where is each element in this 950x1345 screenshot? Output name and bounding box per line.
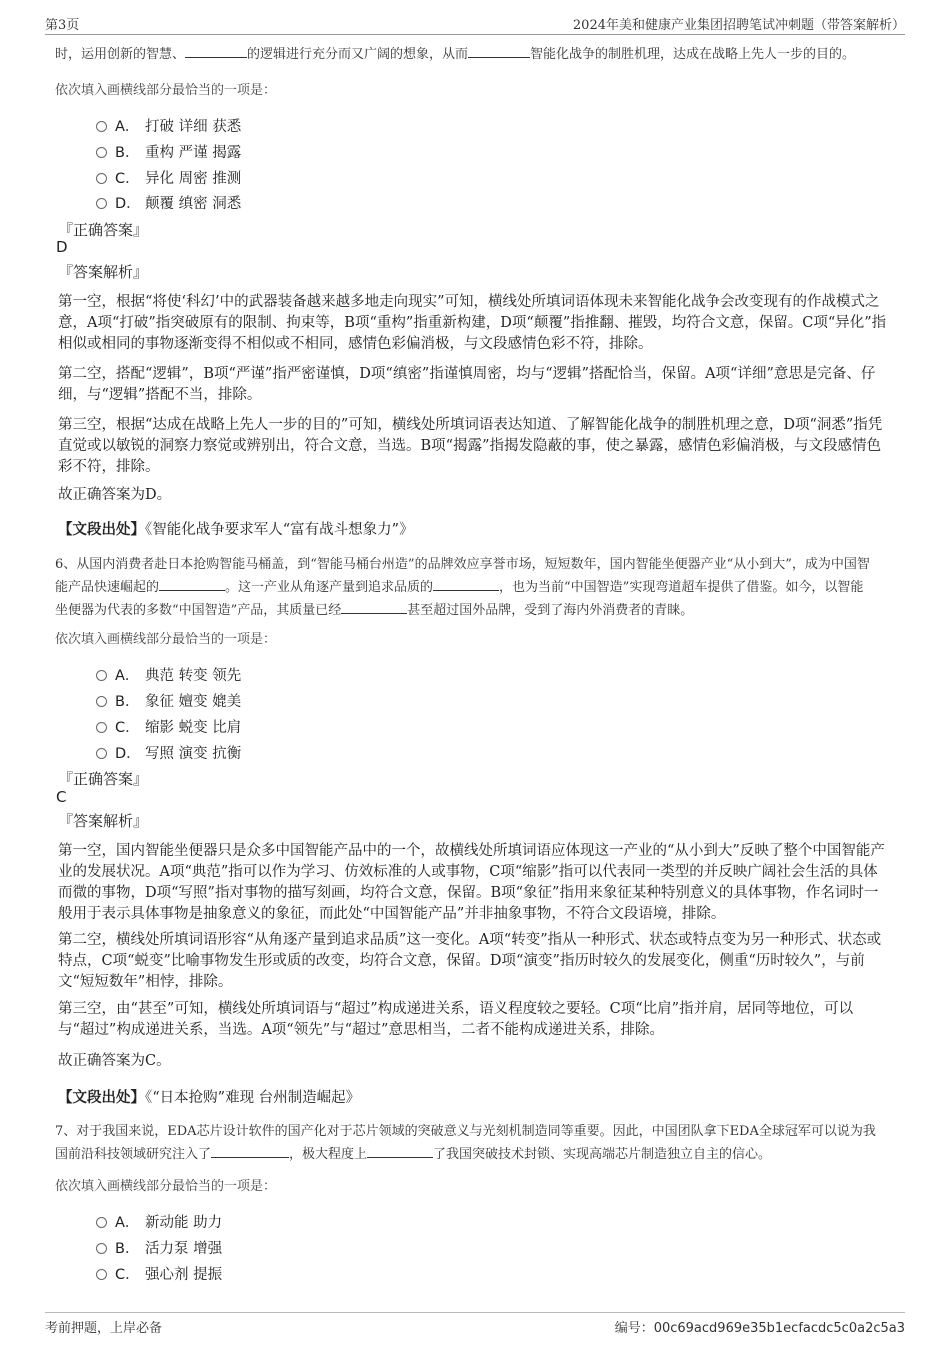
q6-stem: 6、从国内消费者赴日本抢购智能马桶盖，到“智能马桶台州造”的品牌效应享誉市场，短短数年，国内智能坐便器产业“从小到大”，成为中国智 能产品快速崛起的 。这一产业从角逐产量到追求品质的 ，也为当前“中国智造”实现弯道超车提供了借鉴。如今，以智能 坐便器为代表的多数“中国智造”产品，其质量已经 甚至超过国外品牌，受到了海内外消费者的青睐。 bbox=[55, 557, 870, 618]
blank-line bbox=[185, 43, 247, 58]
q6-conclusion: 故正确答案为C。 bbox=[58, 1053, 171, 1069]
footer-slogan: 考前押题，上岸必备 bbox=[45, 1321, 163, 1336]
q6-option-a[interactable]: A． 典范 转变 领先 bbox=[96, 664, 241, 686]
radio-icon[interactable] bbox=[96, 748, 107, 759]
document-code: 编号：00c69acd969e35b1ecfacdc5c0a2c5a3 bbox=[614, 1321, 905, 1336]
q6-analysis-p2: 第二空，横线处所填词语形容“从角逐产量到追求品质”这一变化。A项“转变”指从一种形式、状态或特点变为另一种形式、状态或特点，C项“蜕变”比喻事物发生形或质的改变，均符合文意，保留。D项“演变”指历时较久的发展变化，侧重“历时较久”，与前文“短短数年”相悖，排除。 bbox=[58, 932, 882, 990]
q6-option-d[interactable]: D． 写照 演变 抗衡 bbox=[96, 742, 241, 764]
q5-option-d[interactable]: D． 颠覆 缜密 洞悉 bbox=[96, 192, 241, 214]
radio-icon[interactable] bbox=[96, 147, 107, 158]
q6-answer-label: 『正确答案』 bbox=[58, 770, 149, 788]
q5-analysis-p3: 第三空，根据“达成在战略上先人一步的目的”可知，横线处所填词语表达知道、了解智能化战争的制胜机理之意，D项“洞悉”指凭直觉或以敏锐的洞察力察觉或辨别出，符合文意，当选。B项“揭露”指揭发隐蔽的事，使之暴露，感情色彩偏消极，与文段感情色彩不符，排除。 bbox=[58, 417, 883, 475]
page-number: 第3页 bbox=[45, 18, 80, 33]
q7-option-b[interactable]: B． 活力泵 增强 bbox=[96, 1237, 222, 1259]
radio-icon[interactable] bbox=[96, 670, 107, 681]
q6-option-c[interactable]: C． 缩影 蜕变 比肩 bbox=[96, 716, 241, 738]
radio-icon[interactable] bbox=[96, 696, 107, 707]
q7-option-c[interactable]: C． 强心剂 提振 bbox=[96, 1263, 222, 1285]
q5-analysis-p1: 第一空，根据“将使‘科幻’中的武器装备越来越多地走向现实”可知，横线处所填词语体现未来智能化战争会改变现有的作战模式之意，A项“打破”指突破原有的限制、拘束等，B项“重构”指重新构建，D项“颠覆”指推翻、摧毁，均符合文意，保留。C项“异化”指相似或相同的事物逐渐变得不相似或不相同，感情色彩偏消极，与文段感情色彩不符，排除。 bbox=[58, 294, 887, 352]
q5-stem: 时，运用创新的智慧、 的逻辑进行充分而又广阔的想象，从而 智能化战争的制胜机理，达成在战略上先人一步的目的。 bbox=[55, 43, 895, 66]
q7-prompt: 依次填入画横线部分最恰当的一项是： bbox=[55, 1179, 277, 1194]
blank-line bbox=[211, 1143, 289, 1158]
q7-stem: 7、对于我国来说，EDA芯片设计软件的国产化对于芯片领域的突破意义与光刻机制造同等重要。因此，中国团队拿下EDA全球冠军可以说为我 国前沿科技领域研究注入了 ，极大程度上 了我国突破技术封锁、实现高端芯片制造独立自主的信心。 bbox=[55, 1124, 876, 1162]
q6-source: 【文段出处】《“日本抢购”难现 台州制造崛起》 bbox=[58, 1089, 361, 1106]
q5-answer: D bbox=[56, 238, 68, 256]
blank-line bbox=[159, 576, 225, 591]
q6-answer: C bbox=[56, 788, 67, 806]
q5-option-c[interactable]: C． 异化 周密 推测 bbox=[96, 167, 241, 189]
q6-prompt: 依次填入画横线部分最恰当的一项是： bbox=[55, 632, 277, 647]
q5-option-b[interactable]: B． 重构 严谨 揭露 bbox=[96, 141, 241, 163]
q6-analysis-label: 『答案解析』 bbox=[58, 812, 149, 830]
radio-icon[interactable] bbox=[96, 1269, 107, 1280]
blank-line bbox=[341, 599, 407, 614]
page-header bbox=[45, 12, 905, 35]
radio-icon[interactable] bbox=[96, 1243, 107, 1254]
q5-analysis-label: 『答案解析』 bbox=[58, 263, 149, 281]
q5-prompt: 依次填入画横线部分最恰当的一项是： bbox=[55, 83, 277, 98]
radio-icon[interactable] bbox=[96, 198, 107, 209]
radio-icon[interactable] bbox=[96, 121, 107, 132]
q6-analysis-p3: 第三空，由“甚至”可知，横线处所填词语与“超过”构成递进关系，语义程度较之要轻。C项“比肩”指并肩，居同等地位，可以与“超过”构成递进关系，当选。A项“领先”与“超过”意思相当，二者不能构成递进关系，排除。 bbox=[58, 1001, 854, 1038]
q7-option-a[interactable]: A． 新动能 助力 bbox=[96, 1211, 222, 1233]
q5-analysis-p2: 第二空，搭配“逻辑”，B项“严谨”指严密谨慎，D项“缜密”指谨慎周密，均与“逻辑”搭配恰当，保留。A项“详细”意思是完备、仔细，与“逻辑”搭配不当，排除。 bbox=[58, 366, 876, 403]
radio-icon[interactable] bbox=[96, 1217, 107, 1228]
q5-option-a[interactable]: A． 打破 详细 获悉 bbox=[96, 115, 241, 137]
radio-icon[interactable] bbox=[96, 722, 107, 733]
blank-line bbox=[468, 43, 530, 58]
q5-conclusion: 故正确答案为D。 bbox=[58, 487, 172, 503]
q6-analysis-p1: 第一空，国内智能坐便器只是众多中国智能产品中的一个，故横线处所填词语应体现这一产业的“从小到大”反映了整个中国智能产业的发展状况。A项“典范”指可以作为学习、仿效标准的人或事物，C项“缩影”指可以代表同一类型的并反映广阔社会生活的具体而微的事物，D项“写照”指对事物的描写刻画，均符合文意，保留。B项“象征”指用来象征某种特别意义的具体事物，作名词时一般用于表示具体事物是抽象意义的象征，而此处“中国智能产品”并非抽象事物，不符合文段语境，排除。 bbox=[58, 843, 885, 922]
radio-icon[interactable] bbox=[96, 173, 107, 184]
q5-source: 【文段出处】《智能化战争要求军人“富有战斗想象力”》 bbox=[58, 521, 414, 538]
q6-option-b[interactable]: B． 象征 嬗变 媲美 bbox=[96, 690, 241, 712]
blank-line bbox=[433, 576, 499, 591]
q5-answer-label: 『正确答案』 bbox=[58, 221, 149, 239]
document-title: 2024年美和健康产业集团招聘笔试冲刺题（带答案解析） bbox=[572, 18, 905, 33]
page-footer bbox=[45, 1312, 905, 1335]
blank-line bbox=[367, 1143, 433, 1158]
